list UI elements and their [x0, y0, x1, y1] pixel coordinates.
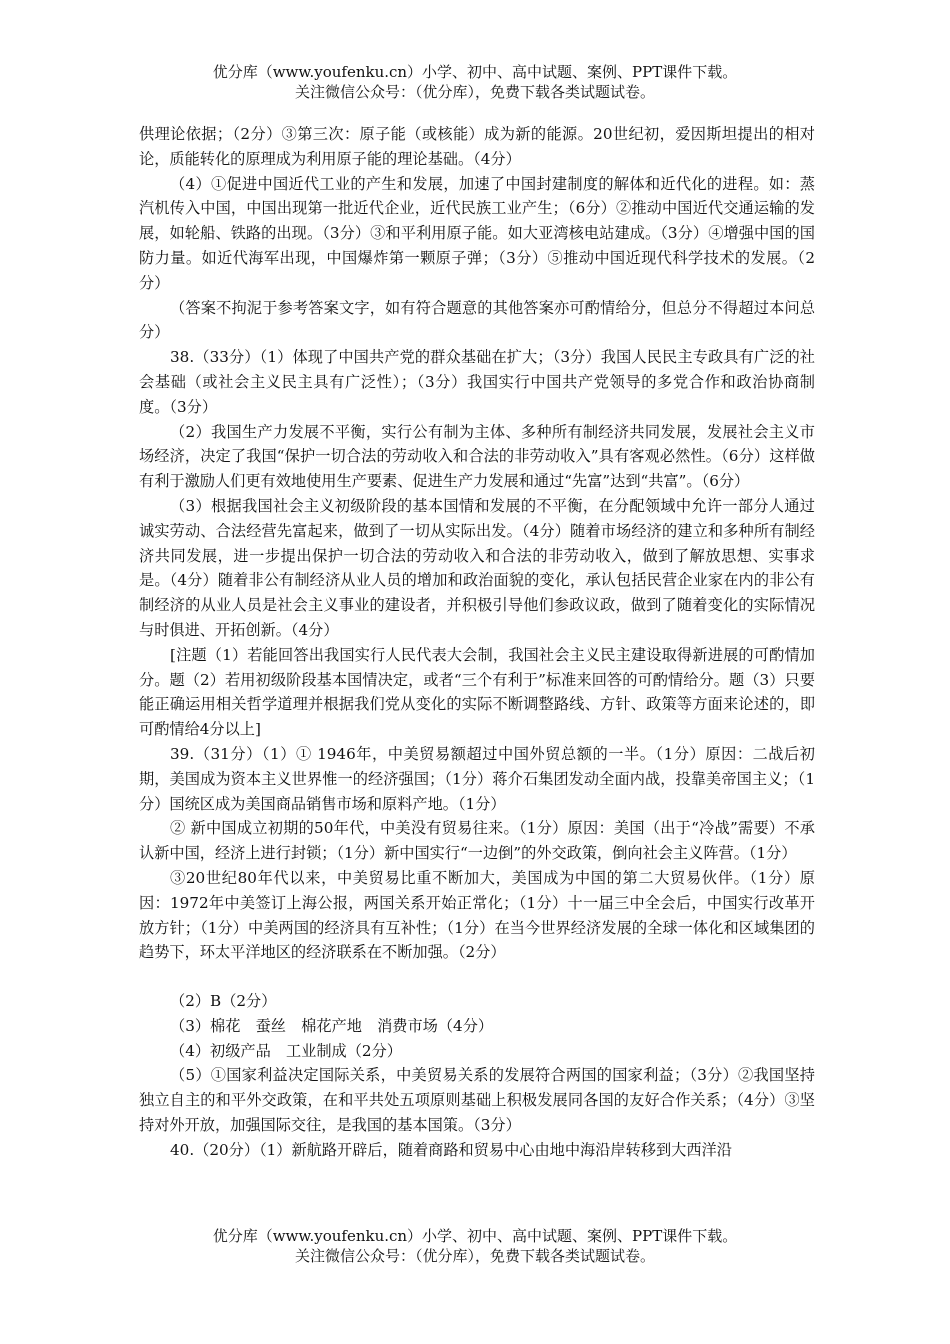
paragraph: 39.（31分）（1）① 1946年，中美贸易额超过中国外贸总额的一半。（1分）原因：二战后初期，美国成为资本主义世界惟一的经济强国；（1分）蒋介石集团发动全面内战，投靠美帝国主义；（1分）国统区成为美国商品销售市场和原料产地。（1分） [139, 744, 815, 813]
answer-body [139, 122, 815, 1163]
paragraph: （2）B（2分） [170, 992, 277, 1011]
paragraph: ② 新中国成立初期的50年代，中美没有贸易往来。（1分）原因：美国（出于“冷战”需要）不承认新中国，经济上进行封锁；（1分）新中国实行“一边倒”的外交政策，倒向社会主义阵营。（1分） [139, 819, 815, 863]
paragraph: （答案不拘泥于参考答案文字，如有符合题意的其他答案亦可酌情给分，但总分不得超过本问总分） [139, 298, 815, 342]
paragraph: ③20世纪80年代以来，中美贸易比重不断加大，美国成为中国的第二大贸易伙伴。（1分）原因：1972年中美签订上海公报，两国关系开始正常化；（1分）十一届三中全会后，中国实行改革开放方针；（1分）中美两国的经济具有互补性；（1分）在当今世界经济发展的全球一体化和区域集团的趋势下，环太平洋地区的经济联系在不断加强。（2分） [139, 868, 815, 962]
paragraph: 40.（20分）（1）新航路开辟后，随着商路和贸易中心由地中海沿岸转移到大西洋沿 [170, 1140, 732, 1159]
page-header [0, 62, 950, 102]
paragraph: （4）①促进中国近代工业的产生和发展，加速了中国封建制度的解体和近代化的进程。如：蒸汽机传入中国，中国出现第一批近代企业，近代民族工业产生；（6分）②推动中国近代交通运输的发展，如轮船、铁路的出现。（3分）③和平利用原子能。如大亚湾核电站建成。（3分）④增强中国的国防力量。如近代海军出现，中国爆炸第一颗原子弹；（3分）⑤推动中国近现代科学技术的发展。（2分） [139, 174, 815, 292]
paragraph: （5）①国家利益决定国际关系，中美贸易关系的发展符合两国的国家利益；（3分）②我国坚持独立自主的和平外交政策，在和平共处五项原则基础上积极发展同各国的友好合作关系；（4分）③坚持对外开放，加强国际交往，是我国的基本国策。（3分） [139, 1066, 815, 1135]
paragraph: （4）初级产品 工业制成（2分） [170, 1041, 402, 1060]
header-line-1: 优分库（www.youfenku.cn）小学、初中、高中试题、案例、PPT课件下载。 [212, 63, 738, 81]
paragraph: [注题（1）若能回答出我国实行人民代表大会制，我国社会主义民主建设取得新进展的可酌情加分。题（2）若用初级阶段基本国情决定，或者“三个有利于”标准来回答的可酌情给分。题（3）只要能正确运用相关哲学道理并根据我们党从变化的实际不断调整路线、方针、政策等方面来论述的，即可酌情给4分以上] [139, 645, 815, 739]
paragraph: 供理论依据；（2分）③第三次：原子能（或核能）成为新的能源。20世纪初，爱因斯坦提出的相对论，质能转化的原理成为利用原子能的理论基础。（4分） [139, 125, 815, 168]
footer-line-1: 优分库（www.youfenku.cn）小学、初中、高中试题、案例、PPT课件下载。 [212, 1227, 738, 1245]
paragraph: （3）棉花 蚕丝 棉花产地 消费市场（4分） [170, 1016, 494, 1035]
paragraph: 38.（33分）（1）体现了中国共产党的群众基础在扩大；（3分）我国人民民主专政具有广泛的社会基础（或社会主义民主具有广泛性）；（3分）我国实行中国共产党领导的多党合作和政治协商制度。（3分） [139, 348, 815, 416]
paragraph: （3）根据我国社会主义初级阶段的基本国情和发展的不平衡，在分配领域中允许一部分人通过诚实劳动、合法经营先富起来，做到了一切从实际出发。（4分）随着市场经济的建立和多种所有制经济共同发展，进一步提出保护一切合法的劳动收入和合法的非劳动收入，做到了解放思想、实事求是。（4分）随着非公有制经济从业人员的增加和政治面貌的变化，承认包括民营企业家在内的非公有制经济的从业人员是社会主义事业的建设者，并积极引导他们参政议政，做到了随着变化的实际情况与时俱进、开拓创新。（4分） [139, 496, 815, 639]
footer-line-2: 关注微信公众号：（优分库），免费下载各类试题试卷。 [294, 1247, 655, 1265]
page-footer [0, 1226, 950, 1266]
header-line-2: 关注微信公众号：（优分库），免费下载各类试题试卷。 [294, 83, 655, 101]
blank-line [139, 965, 815, 989]
paragraph: （2）我国生产力发展不平衡，实行公有制为主体、多种所有制经济共同发展，发展社会主义市场经济，决定了我国“保护一切合法的劳动收入和合法的非劳动收入”具有客观必然性。（6分）这样做有利于激励人们更有效地使用生产要素、促进生产力发展和通过“先富”达到“共富”。（6分） [139, 422, 815, 491]
